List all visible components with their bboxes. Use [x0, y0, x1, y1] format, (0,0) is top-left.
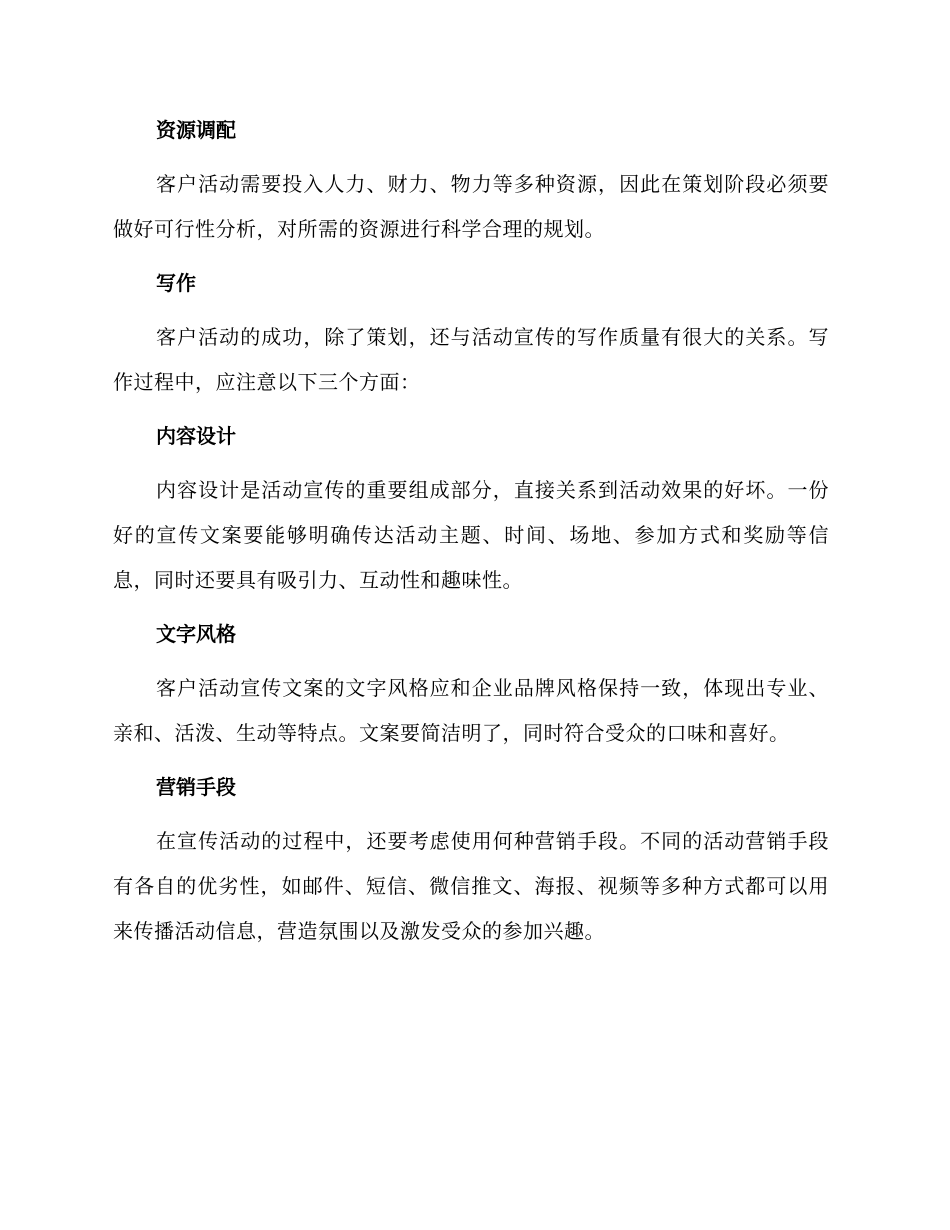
- section-paragraph-marketing-methods: 在宣传活动的过程中，还要考虑使用何种营销手段。不同的活动营销手段有各自的优劣性，如邮件、短信、微信推文、海报、视频等多种方式都可以用来传播活动信息，营造氛围以及激发受众的参加兴趣。: [113, 829, 829, 943]
- section-heading-content-design: 内容设计: [156, 424, 236, 448]
- section-paragraph-text-style: 客户活动宣传文案的文字风格应和企业品牌风格保持一致，体现出专业、亲和、活泼、生动等特点。文案要简洁明了，同时符合受众的口味和喜好。: [113, 676, 829, 745]
- section-paragraph-resource-allocation: 客户活动需要投入人力、财力、物力等多种资源，因此在策划阶段必须要做好可行性分析，对所需的资源进行科学合理的规划。: [113, 172, 829, 241]
- section-paragraph-content-design: 内容设计是活动宣传的重要组成部分，直接关系到活动效果的好坏。一份好的宣传文案要能够明确传达活动主题、时间、场地、参加方式和奖励等信息，同时还要具有吸引力、互动性和趣味性。: [113, 478, 829, 592]
- section-heading-marketing-methods: 营销手段: [156, 775, 236, 799]
- section-heading-writing: 写作: [156, 271, 196, 295]
- section-heading-resource-allocation: 资源调配: [156, 118, 236, 142]
- document-body: [113, 112, 829, 954]
- section-heading-text-style: 文字风格: [156, 622, 236, 646]
- section-paragraph-writing: 客户活动的成功，除了策划，还与活动宣传的写作质量有很大的关系。写作过程中，应注意以下三个方面：: [113, 325, 829, 394]
